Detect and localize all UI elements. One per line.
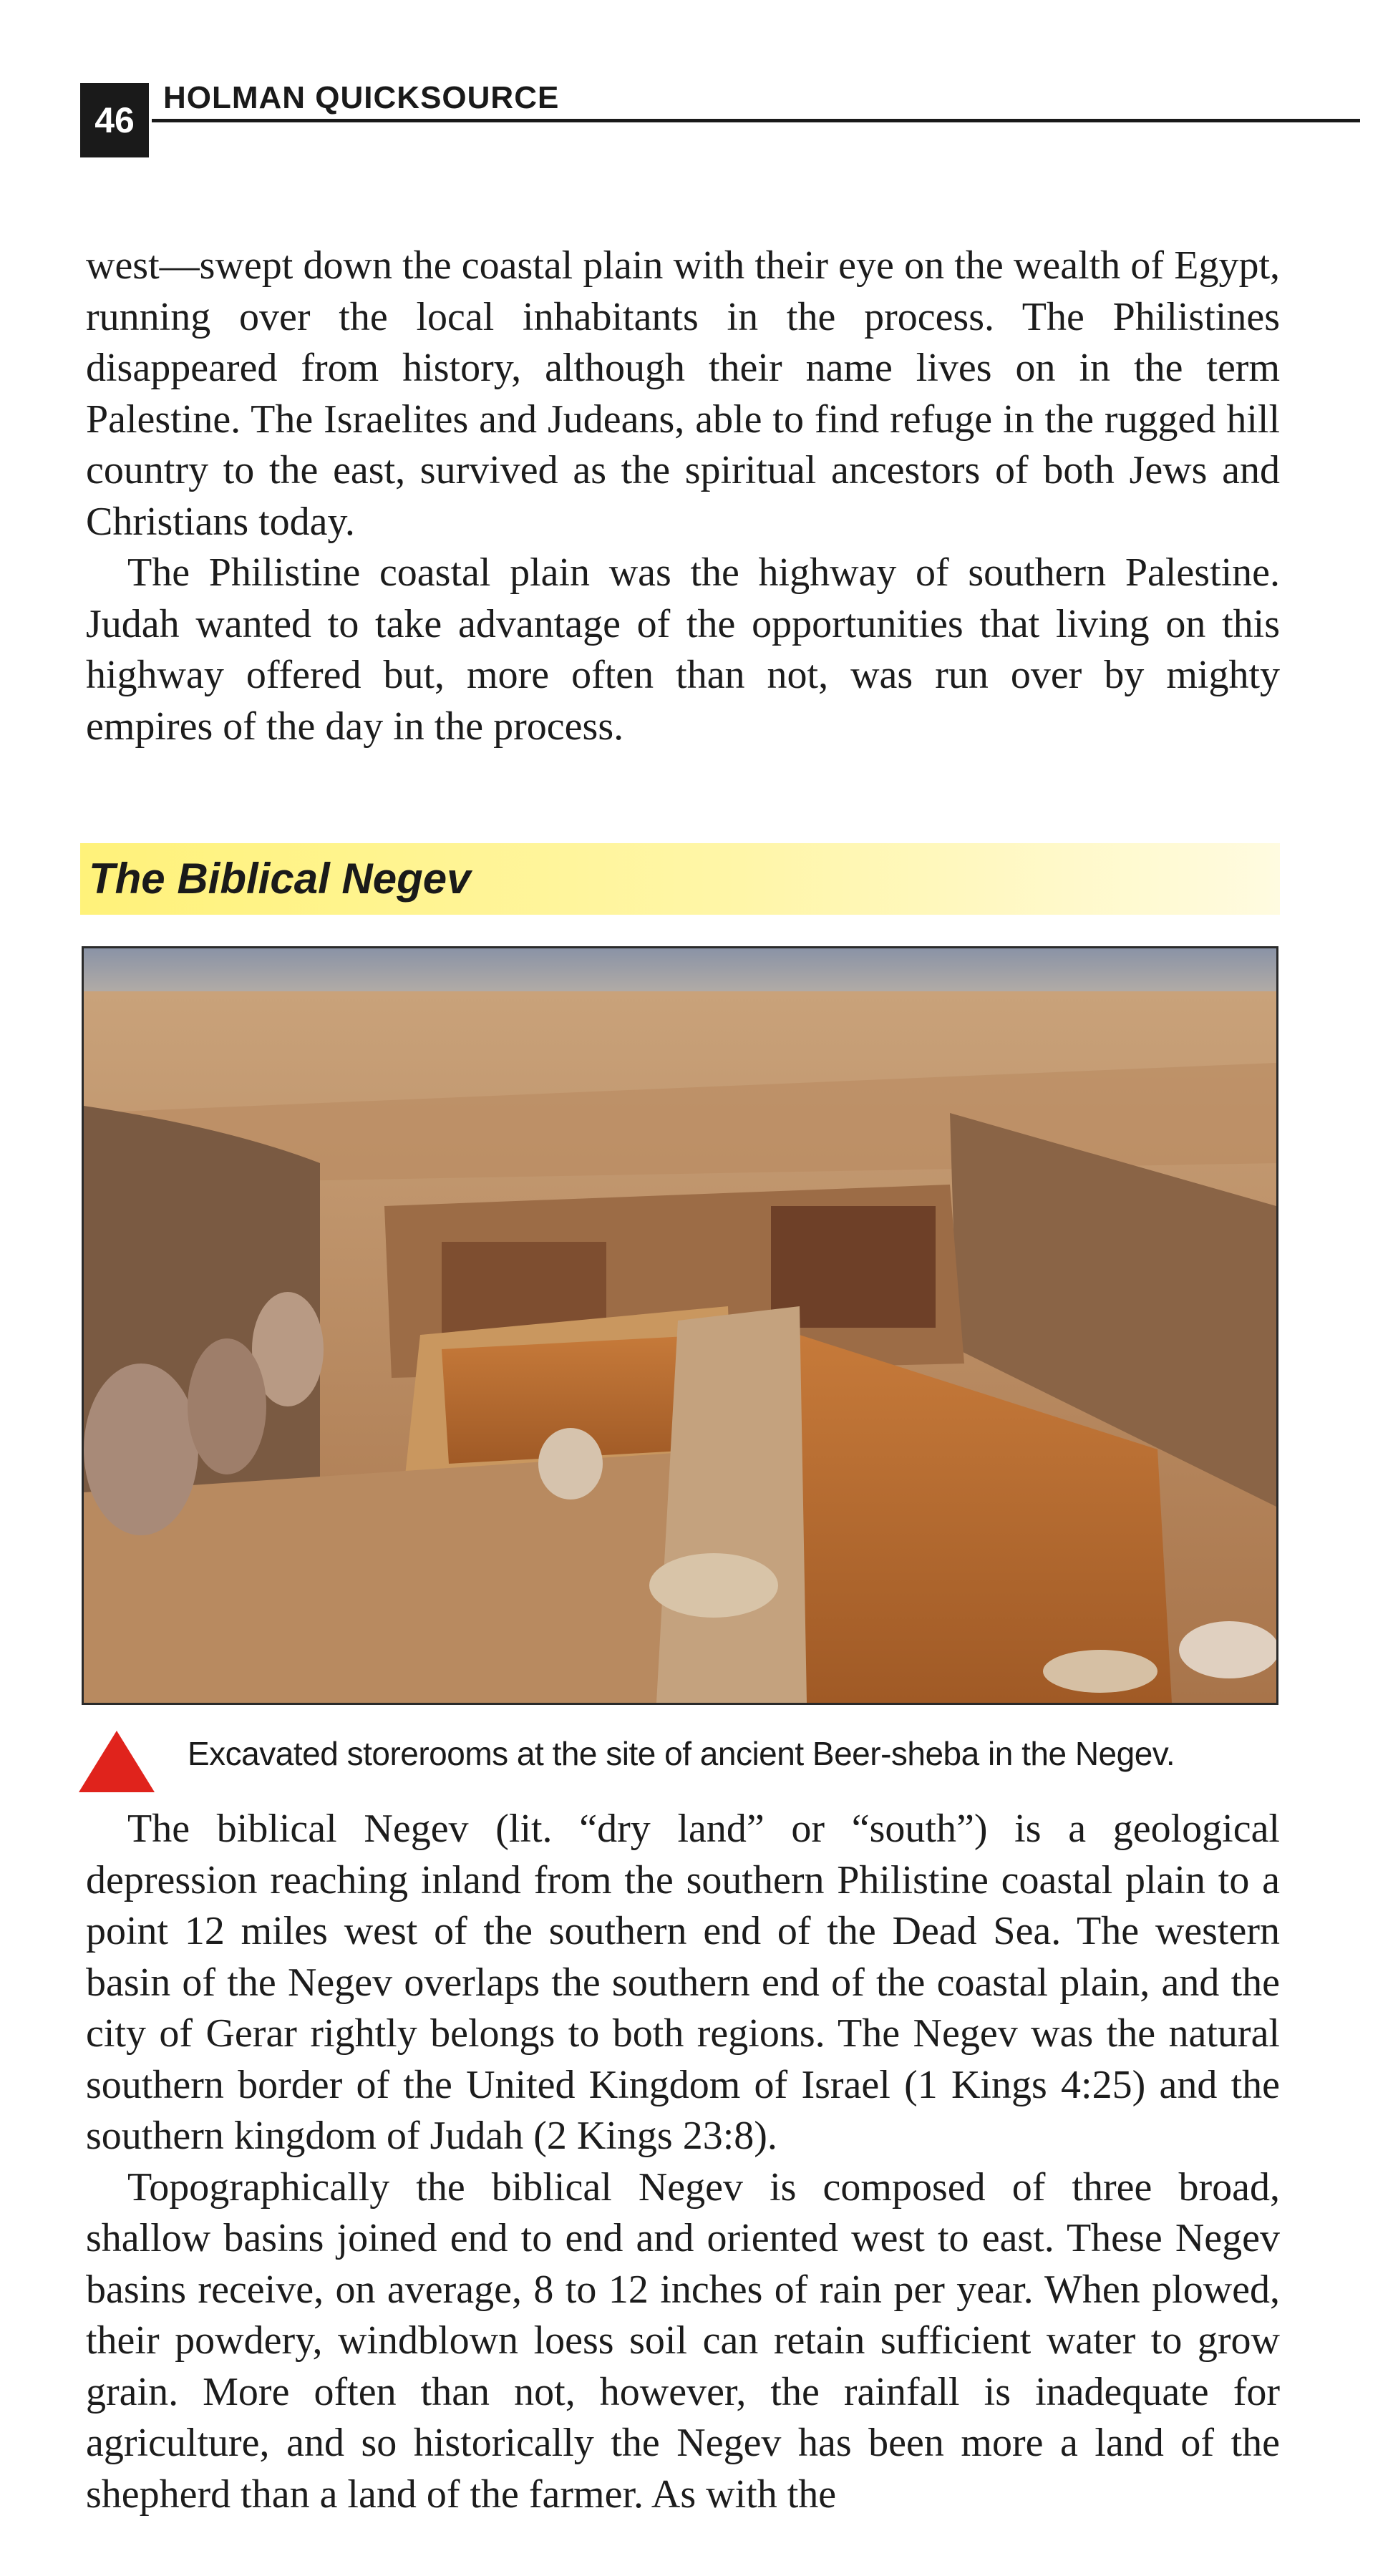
excavation-photo [82,946,1278,1705]
paragraph: The Philistine coastal plain was the highway of southern Palestine. Judah wanted to take advantage of the opportunities that living on this highway offered but, more often than not, was run over by mighty empires of the day in the process. [86,550,1280,749]
excavation-photo-image [84,948,1276,1703]
page-header [80,74,1283,160]
caption-marker-icon [79,1731,155,1792]
body-text-bottom [86,1804,1280,2520]
section-title: The Biblical Negev [89,855,471,903]
header-rule [152,119,1360,122]
paragraph: The biblical Negev (lit. “dry land” or “south”) is a geological depression reaching inland from the southern Philistine coastal plain to a point 12 miles west of the southern end of the Dead Sea. The western basin of the Negev overlaps the southern end of the coastal plain, and the city of Gerar rightly belongs to both regions. The Negev was the natural southern border of the United Kingdom of Israel (1 Kings 4:25) and the southern kingdom of Judah (2 Kings 23:8). [86,1807,1280,2158]
paragraph: west—swept down the coastal plain with their eye on the wealth of Egypt, running over the local inhabitants in the process. The Philistines disappeared from history, although their name lives on in the term Palestine. The Israelites and Judeans, able to find refuge in the rugged hill country to the east, survived as the spiritual ancestors of both Jews and Christians today. [86,243,1280,544]
running-head: HOLMAN QUICKSOURCE [163,80,560,115]
body-text-top [86,240,1280,752]
figure-caption: Excavated storerooms at the site of ancient Beer-sheba in the Negev. [188,1735,1175,1772]
page-number: 46 [80,83,149,157]
paragraph: Topographically the biblical Negev is composed of three broad, shallow basins joined end to end and oriented west to east. These Negev basins receive, on average, 8 to 12 inches of rain per year. When plowed, their powdery, windblown loess soil can retain sufficient water to grow grain. More often than not, however, the rainfall is inadequate for agriculture, and so historically the Negev has been more a land of the shepherd than a land of the farmer. As with the [86,2164,1280,2517]
